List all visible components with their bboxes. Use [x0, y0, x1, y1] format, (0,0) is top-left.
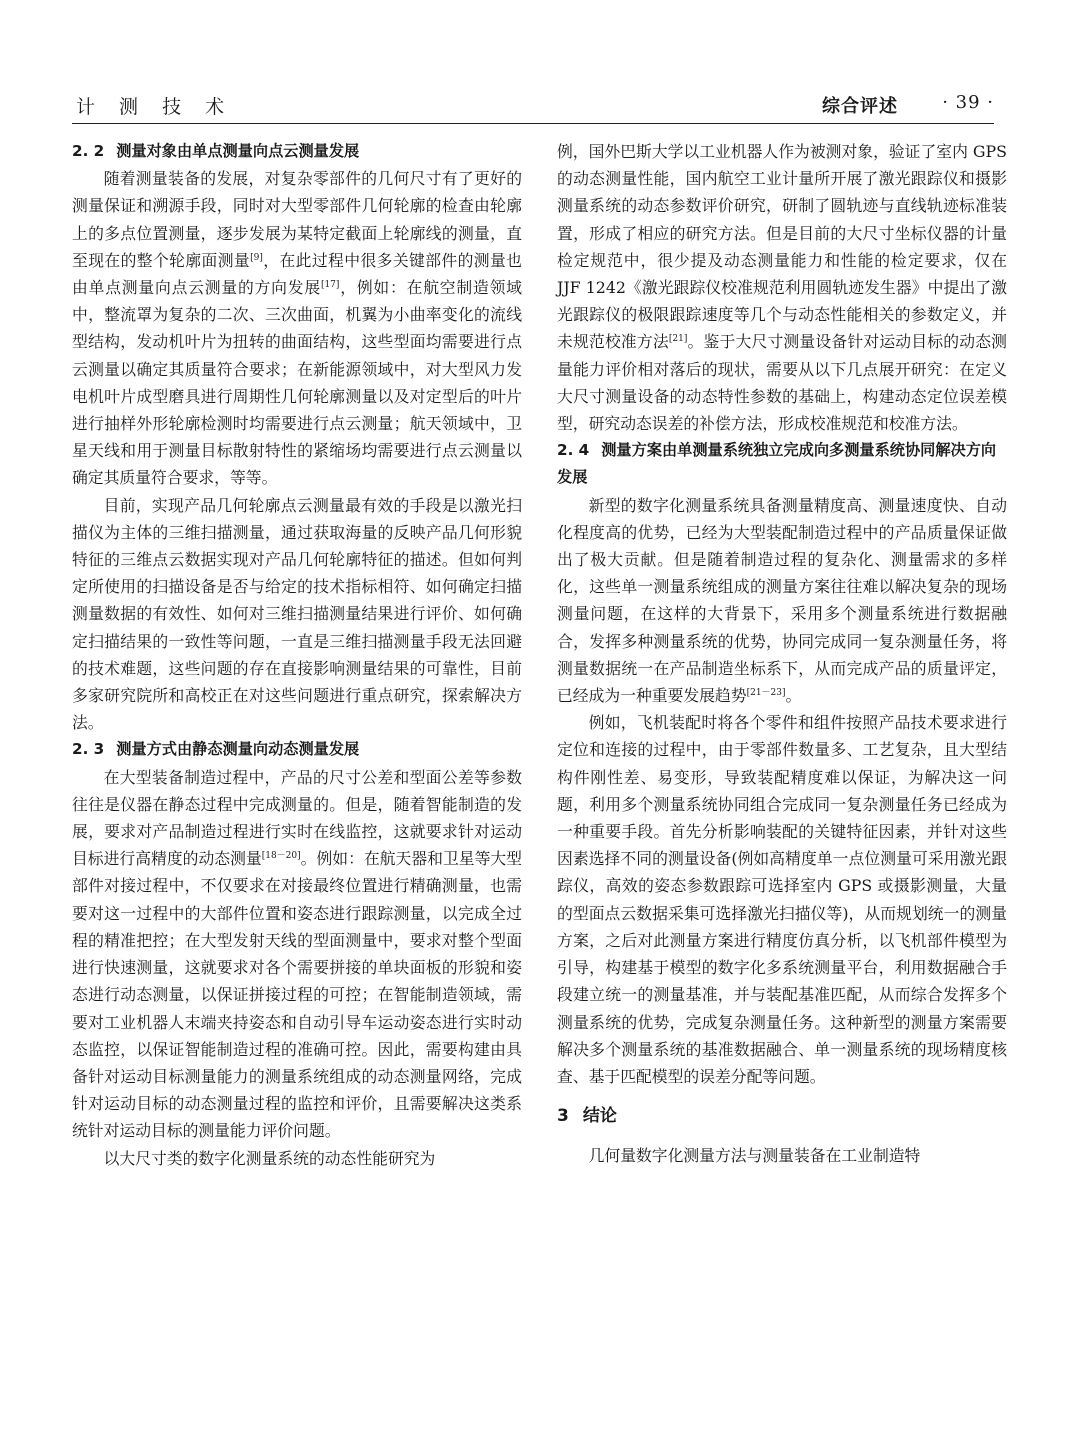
citation: [21] — [668, 334, 688, 345]
paragraph: 目前，实现产品几何轮廓点云测量最有效的手段是以激光扫描仪为主体的三维扫描测量，通过获取海量的反映产品几何形貌特征的三维点云数据实现对产品几何轮廓特征的描述。但如何判定所使用的扫描设备是否与给定的技术指标相符、如何确定扫描测量数据的有效性、如何对三维扫描测量结果进行评价、如何确定扫描结果的一致性等问题，一直是三维扫描测量手段无法回避的技术难题，这些问题的存在直接影响测量结果的可靠性，目前多家研究院所和高校正在对这些问题进行重点研究，探索解决方法。 — [72, 495, 522, 733]
paragraph: 例如，飞机装配时将各个零件和组件按照产品技术要求进行定位和连接的过程中，由于零部件数量多、工艺复杂，且大型结构件刚性差、易变形，导致装配精度难以保证，为解决这一问题，利用多个测量系统协同组合完成同一复杂测量任务已经成为一种重要手段。首先分析影响装配的关键特征因素，并针对这些因素选择不同的测量设备(例如高精度单一点位测量可采用激光跟踪仪，高效的姿态参数跟踪可选择室内 GPS 或摄影测量，大量的型面点云数据采集可选择激光扫描仪等)，从而规划统一的测量方案，之后对此测量方案进行精度仿真分析，以飞机部件模型为引导，构建基于模型的数字化多系统测量平台，利用数据融合手段建立统一的测量基准，并与装配基准匹配，从而综合发挥多个测量系统的优势，完成复杂测量任务。这种新型的测量方案需要解决多个测量系统的基准数据融合、单一测量系统的现场精度核查、基于匹配模型的误差分配等问题。 — [557, 713, 1007, 1086]
section-heading-3 — [557, 1103, 1007, 1129]
section-number: 2. 2 — [72, 142, 105, 160]
section-number: 2. 3 — [72, 740, 105, 759]
section-heading-2-3 — [72, 736, 522, 763]
page-number: · 39 · — [942, 92, 994, 113]
paragraph: 新型的数字化测量系统具备测量精度高、测量速度快、自动化程度高的优势，已经为大型装配制造过程中的产品质量保证做出了极大贡献。但是随着制造过程的复杂化、测量需求的多样化，这些单一测量系统组成的测量方案往往难以解决复杂的现场测量问题，在这样的大背景下，采用多个测量系统进行数据融合，发挥多种测量系统的优势，协同完成同一复杂测量任务，将测量数据统一在产品制造坐标系下，从而完成产品的质量评定，已经成为一种重要发展趋势[21－23]。 — [557, 495, 1007, 706]
section-number: 2. 4 — [557, 441, 590, 460]
citation: [9] — [250, 252, 263, 263]
running-head — [72, 92, 994, 124]
citation: [21－23] — [746, 688, 786, 699]
citation: [17] — [320, 280, 340, 291]
section-heading-2-2 — [72, 138, 522, 165]
section-heading-2-4 — [557, 437, 1007, 491]
left-column — [72, 138, 522, 1172]
paragraph: 以大尺寸类的数字化测量系统的动态性能研究为 — [103, 1148, 436, 1168]
paragraph-continued: 例，国外巴斯大学以工业机器人作为被测对象，验证了室内 GPS 的动态测量性能，国内航空工业计量所开展了激光跟踪仪和摄影测量系统的动态参数评价研究，研制了圆轨迹与直线轨迹标准装置，形成了相应的研究方法。但是目前的大尺寸坐标仪器的计量检定规范中，很少提及动态测量能力和性能的检定要求，仅在 JJF 1242《激光跟踪仪校准规范利用圆轨迹发生器》中提出了激光跟踪仪的极限跟踪速度等几个与动态性能相关的参数定义，并未规范校准方法[21]。鉴于大尺寸测量设备针对运动目标的动态测量能力评价相对落后的现状，需要从以下几点展开研究：在定义大尺寸测量设备的动态特性参数的基础上，构建动态定位误差模型，研究动态误差的补偿方法，形成校准规范和校准方法。 — [557, 142, 1007, 434]
section-title: 测量方案由单测量系统独立完成向多测量系统协同解决方向发展 — [557, 441, 997, 487]
section-title: 结论 — [582, 1106, 617, 1127]
column-name: 综合评述 — [822, 96, 898, 117]
paragraph: 随着测量装备的发展，对复杂零部件的几何尺寸有了更好的测量保证和溯源手段，同时对大型零部件几何轮廓的检查由轮廓上的多点位置测量，逐步发展为某特定截面上轮廓线的测量，直至现在的整个轮廓面测量[9]，在此过程中很多关键部件的测量也由单点测量向点云测量的方向发展[17]，例如：在航空制造领域中，整流罩为复杂的二次、三次曲面，机翼为小曲率变化的流线型结构，发动机叶片为扭转的曲面结构，这些型面均需要进行点云测量以确定其质量符合要求；在新能源领域中，对大型风力发电机叶片成型磨具进行周期性几何轮廓测量以及对定型后的叶片进行抽样外形轮廓检测时均需要进行点云测量；航天领域中，卫星天线和用于测量目标散射特性的紧缩场均需要进行点云测量以确定其质量符合要求，等等。 — [72, 169, 522, 488]
paragraph: 在大型装备制造过程中，产品的尺寸公差和型面公差等参数往往是仪器在静态过程中完成测量的。但是，随着智能制造的发展，要求对产品制造过程进行实时在线监控，这就要求针对运动目标进行高精度的动态测量[18－20]。例如：在航天器和卫星等大型部件对接过程中，不仅要求在对接最终位置进行精确测量，也需要对这一过程中的大部件位置和姿态进行跟踪测量，以完成全过程的精准把控；在大型发射天线的型面测量中，要求对整个型面进行快速测量，这就要求对各个需要拼接的单块面板的形貌和姿态进行动态测量，以保证拼接过程的可控；在智能制造领域，需要对工业机器人末端夹持姿态和自动引导车运动姿态进行实时动态监控，以保证智能制造过程的准确可控。因此，需要构建由具备针对运动目标测量能力的测量系统组成的动态测量网络，完成针对运动目标的动态测量过程的监控和评价，且需要解决这类系统针对运动目标的测量能力评价问题。 — [72, 767, 522, 1141]
journal-title: 计 测 技 术 — [76, 96, 234, 118]
section-title: 测量方式由静态测量向动态测量发展 — [116, 740, 360, 759]
section-title: 测量对象由单点测量向点云测量发展 — [116, 142, 360, 160]
paragraph: 几何量数字化测量方法与测量装备在工业制造特 — [588, 1146, 921, 1166]
citation: [18－20] — [261, 851, 301, 862]
section-number: 3 — [557, 1106, 569, 1127]
right-column — [557, 138, 1007, 1169]
